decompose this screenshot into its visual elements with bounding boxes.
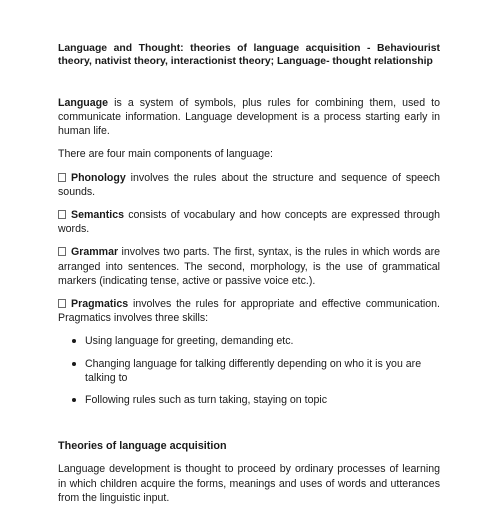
- component-semantics: [58, 208, 440, 236]
- component-grammar: [58, 245, 440, 288]
- missing-glyph-icon: [58, 210, 66, 219]
- section-paragraph: Language development is thought to proceed by ordinary processes of learning in which children acquire the forms, meanings and uses of words and utterances from the linguistic input.: [58, 463, 440, 504]
- list-item-text: Using language for greeting, demanding etc.: [85, 335, 294, 348]
- component-pragmatics: [58, 297, 440, 325]
- document-page: [58, 42, 440, 505]
- language-definition: [58, 96, 440, 139]
- missing-glyph-icon: [58, 173, 66, 182]
- list-item: [58, 334, 440, 348]
- language-definition-text: is a system of symbols, plus rules for combining them, used to communicate information. Language development is a process starting early in human life.: [58, 96, 440, 138]
- bullet-icon: [72, 398, 76, 402]
- language-term: Language: [58, 96, 109, 109]
- missing-glyph-icon: [58, 247, 66, 256]
- list-item-text: Following rules such as turn taking, staying on topic: [85, 394, 328, 407]
- missing-glyph-icon: [58, 299, 66, 308]
- section-heading: Theories of language acquisition: [58, 440, 227, 453]
- phonology-term: Phonology: [71, 171, 126, 184]
- bullet-icon: [72, 362, 76, 366]
- grammar-text: involves two parts. The first, syntax, is the rules in which words are arranged into sentences. The second, morphology, is the use of grammatical markers (indicating tense, active or passive voice etc.).: [58, 246, 440, 287]
- document-title: Language and Thought: theories of language acquisition - Behaviourist theory, nativist theory, interactionist theory; Language- thought relationship: [58, 43, 440, 68]
- phonology-text: involves the rules about the structure and sequence of speech sounds.: [58, 171, 440, 198]
- list-item: [58, 357, 440, 385]
- bullet-icon: [72, 339, 76, 343]
- component-phonology: [58, 171, 440, 199]
- pragmatic-skills-list: [58, 334, 440, 407]
- pragmatics-term: Pragmatics: [71, 298, 129, 311]
- pragmatics-text: involves the rules for appropriate and effective communication. Pragmatics involves three skills:: [58, 298, 440, 325]
- semantics-text: consists of vocabulary and how concepts are expressed through words.: [58, 209, 440, 236]
- semantics-term: Semantics: [71, 209, 124, 222]
- list-item-text: Changing language for talking differently depending on who it is you are talking to: [85, 357, 422, 384]
- grammar-term: Grammar: [71, 246, 119, 259]
- components-intro: There are four main components of language:: [58, 148, 273, 161]
- list-item: [58, 393, 440, 407]
